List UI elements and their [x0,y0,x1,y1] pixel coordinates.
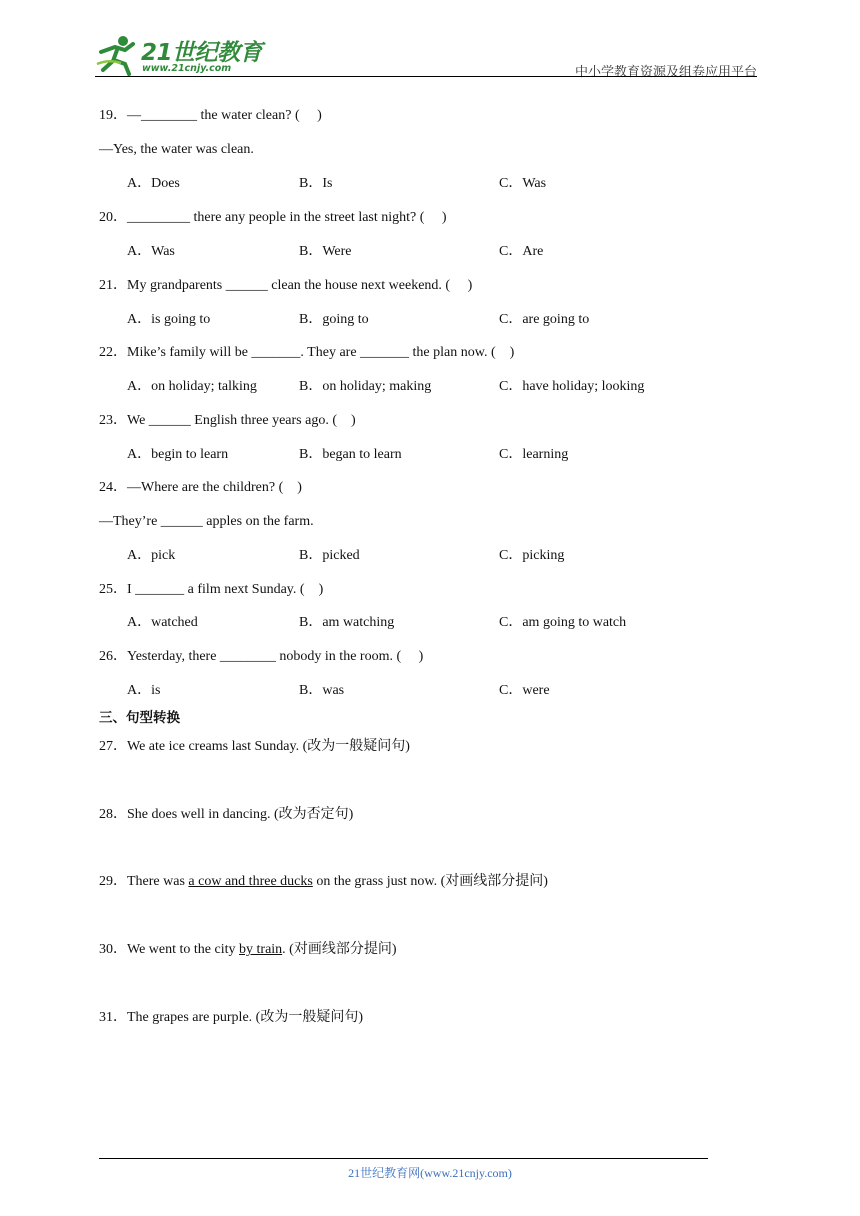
footer-text[interactable]: 21世纪教育网(www.21cnjy.com) [348,1166,512,1180]
section-title: 三、句型转换 [99,710,180,726]
option-c[interactable]: C．are going to [499,312,590,327]
underlined-phrase: a cow and three ducks [188,874,313,889]
option-a[interactable]: A．pick [127,548,176,563]
question-number: 31． [99,1010,127,1025]
question-number: 19． [99,108,127,123]
question-30 [99,941,397,959]
option-a[interactable]: A．watched [127,615,198,630]
question-26 [99,648,423,666]
underlined-phrase: by train [239,942,283,957]
question-text: Mike’s family will be _______. They are _______ the plan now. ( ) [127,345,515,360]
question-23 [99,412,356,430]
option-c[interactable]: C．learning [499,447,569,462]
question-number: 24． [99,480,127,495]
option-b[interactable]: B．began to learn [299,447,402,462]
option-c[interactable]: C．have holiday; looking [499,379,645,394]
question-24 [99,479,302,497]
question-number: 20． [99,210,127,225]
question-text: Yesterday, there ________ nobody in the room. ( ) [127,649,424,664]
question-text-before: There was [127,874,189,889]
header-divider [95,76,757,77]
question-text: The grapes are purple. (改为一般疑问句) [127,1010,363,1025]
option-a[interactable]: A．Was [127,244,175,259]
question-29 [99,873,548,891]
question-number: 21． [99,278,127,293]
question-number: 28． [99,807,127,822]
question-22 [99,344,514,362]
question-31 [99,1009,363,1027]
question-text: We ______ English three years ago. ( ) [127,413,356,428]
question-number: 22． [99,345,127,360]
option-b[interactable]: B．picked [299,548,360,563]
page-header [95,34,757,78]
logo-url: www.21cnjy.com [142,63,232,74]
question-19 [99,107,322,125]
question-text: I _______ a film next Sunday. ( ) [127,582,324,597]
option-b[interactable]: B．Were [299,244,352,259]
option-b[interactable]: B．was [299,683,345,698]
question-number: 27． [99,739,127,754]
question-text: My grandparents ______ clean the house next weekend. ( ) [127,278,473,293]
option-a[interactable]: A．on holiday; talking [127,379,257,394]
question-19-reply: —Yes, the water was clean. [99,142,254,157]
option-a[interactable]: A．is [127,683,161,698]
option-c[interactable]: C．am going to watch [499,615,627,630]
question-text-after: . (对画线部分提问) [282,942,397,957]
footer-divider [99,1158,708,1159]
option-c[interactable]: C．Are [499,244,544,259]
option-a[interactable]: A．Does [127,176,180,191]
option-c[interactable]: C．picking [499,548,565,563]
question-25 [99,581,323,599]
question-24-reply: —They’re ______ apples on the farm. [99,514,314,529]
option-c[interactable]: C．Was [499,176,547,191]
option-b[interactable]: B．am watching [299,615,395,630]
question-text-before: We went to the city [127,942,240,957]
option-a[interactable]: A．begin to learn [127,447,229,462]
option-a[interactable]: A．is going to [127,312,211,327]
question-number: 30． [99,942,127,957]
option-c[interactable]: C．were [499,683,550,698]
question-21 [99,277,472,295]
question-text: —Where are the children? ( ) [127,480,302,495]
question-number: 29． [99,874,127,889]
option-b[interactable]: B．on holiday; making [299,379,432,394]
question-20 [99,209,447,227]
site-logo [95,34,265,76]
question-text: —________ the water clean? ( ) [127,108,322,123]
question-number: 26． [99,649,127,664]
question-number: 25． [99,582,127,597]
option-b[interactable]: B．Is [299,176,333,191]
question-27 [99,738,410,756]
option-b[interactable]: B．going to [299,312,369,327]
question-text-after: on the grass just now. (对画线部分提问) [312,874,548,889]
logo-text: 21世纪教育 [141,40,263,66]
question-28 [99,806,353,824]
question-number: 23． [99,413,127,428]
question-text: _________ there any people in the street last night? ( ) [127,210,447,225]
question-text: She does well in dancing. (改为否定句) [127,807,354,822]
question-text: We ate ice creams last Sunday. (改为一般疑问句) [127,739,410,754]
runner-logo-icon [95,34,141,76]
header-platform-text: 中小学教育资源及组卷应用平台 [574,64,757,79]
